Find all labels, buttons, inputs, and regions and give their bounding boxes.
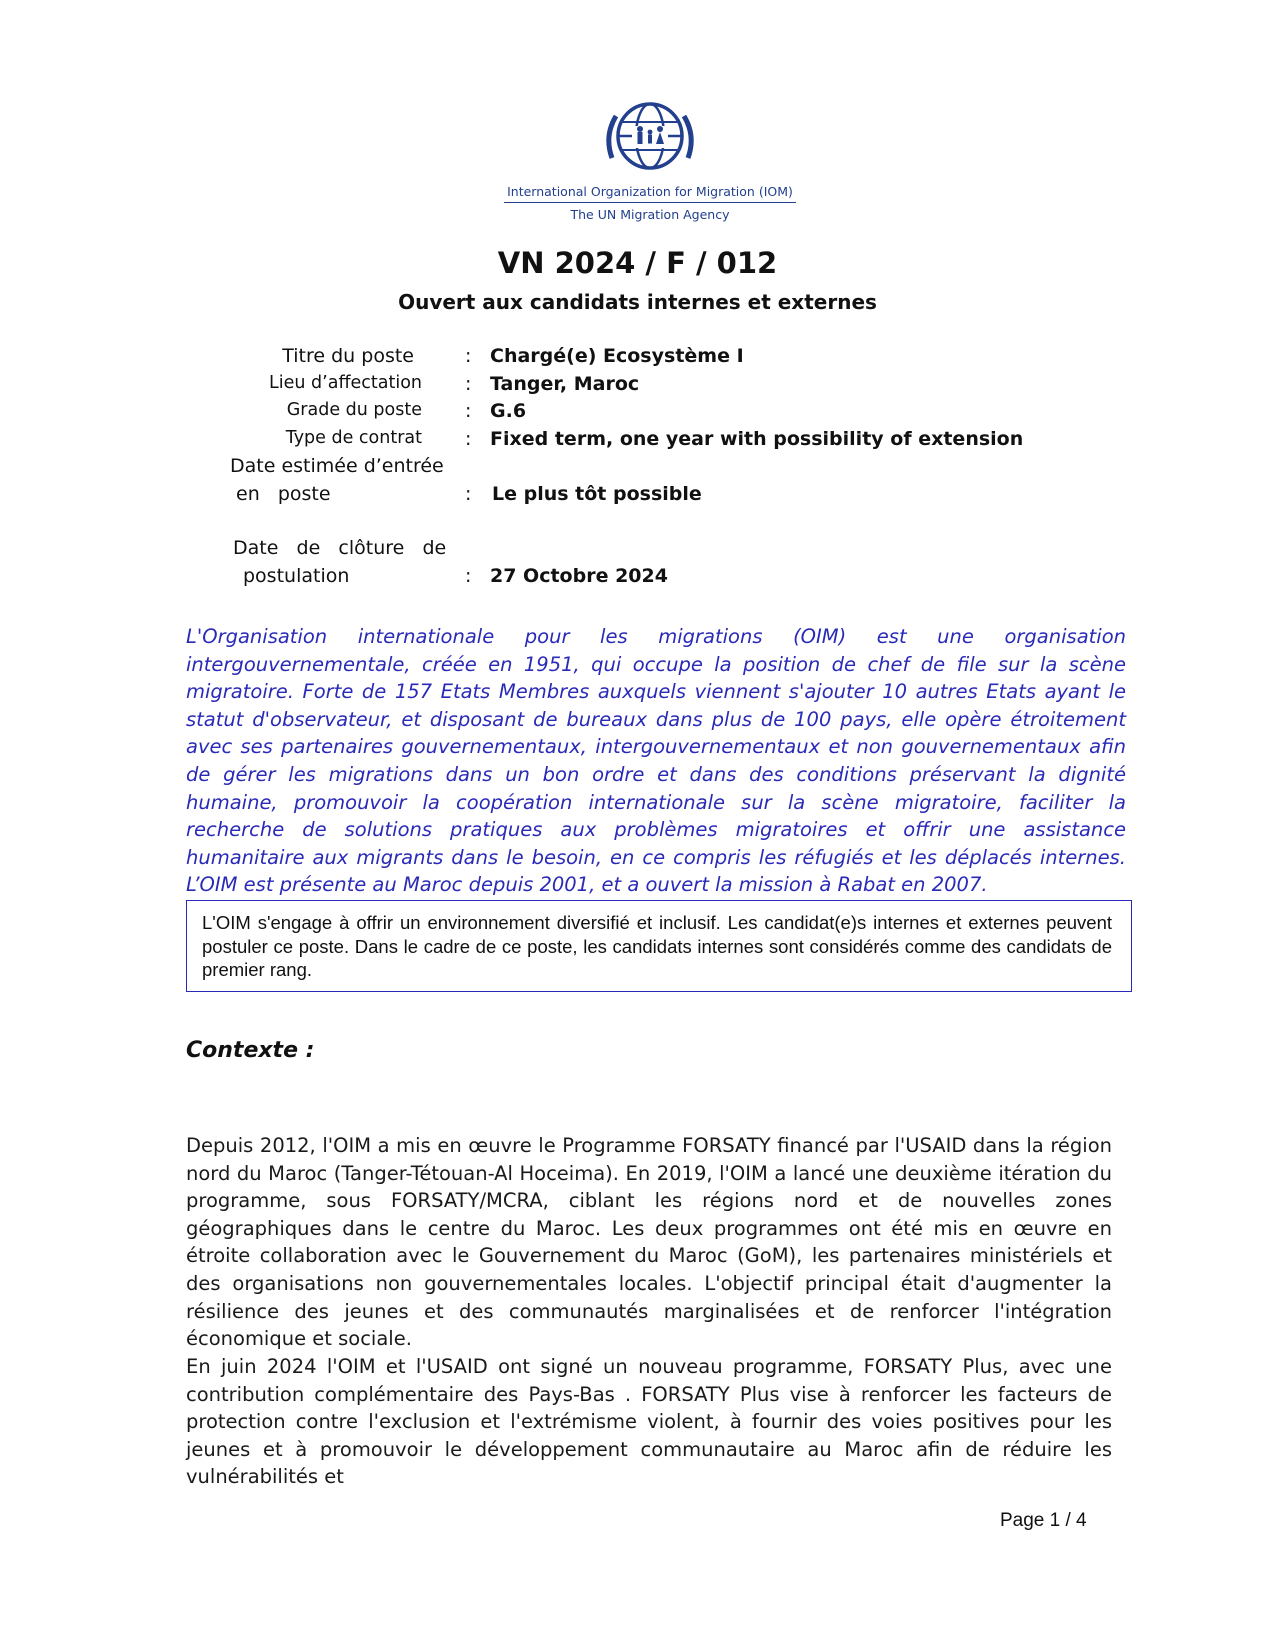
info-colon: : <box>465 483 472 505</box>
logo-org-name: International Organization for Migration (IOM) <box>507 184 793 199</box>
info-label-start-date-line1: Date estimée d’entrée <box>230 455 444 477</box>
vacancy-reference: VN 2024 / F / 012 <box>497 246 778 280</box>
info-label-location: Lieu d’affectation <box>269 373 422 393</box>
diversity-notice-box <box>186 900 1132 992</box>
info-colon: : <box>465 400 472 422</box>
logo-tagline: The UN Migration Agency <box>570 207 730 222</box>
logo-divider <box>504 202 796 203</box>
intro-paragraph: L'Organisation internationale pour les migrations (OIM) est une organisation intergouvernementale, créée en 1951, qui occupe la position de chef de file sur la scène migratoire. Forte de 157 Etats Membres auxquels viennent s'ajouter 10 autres Etats ayant le statut d'observateur, et disposant de bureaux dans plus de 100 pays, elle opère étroitement avec ses partenaires gouvernementaux, intergouvernementaux et non gouvernementaux afin de gérer les migrations dans un bon ordre et dans des conditions préservant la dignité humaine, promouvoir la coopération internationale sur la scène migratoire, faciliter la recherche de solutions pratiques aux problèmes migratoires et offrir une assistance humanitaire aux migrants dans le besoin, en ce compris les réfugiés et les déplacés internes. L’OIM est présente au Maroc depuis 2001, et a ouvert la mission à Rabat en 2007. <box>186 625 1126 897</box>
iom-logo <box>500 96 800 222</box>
info-label-closing-date-line2: postulation <box>243 565 350 587</box>
iom-emblem-icon <box>602 96 698 178</box>
info-colon: : <box>465 428 472 450</box>
info-colon: : <box>465 373 472 395</box>
info-label-title: Titre du poste <box>282 345 414 367</box>
info-value-grade: G.6 <box>490 400 527 422</box>
vacancy-subtitle: Ouvert aux candidats internes et externes <box>398 290 877 314</box>
section-heading-contexte: Contexte : <box>186 1038 315 1063</box>
info-label-closing-date-line1: Date de clôture de <box>233 537 447 559</box>
info-value-location: Tanger, Maroc <box>490 373 640 395</box>
info-value-closing-date: 27 Octobre 2024 <box>490 565 668 587</box>
context-paragraph-1: Depuis 2012, l'OIM a mis en œuvre le Programme FORSATY financé par l'USAID dans la région nord du Maroc (Tanger-Tétouan-Al Hoceima). En 2019, l'OIM a lancé une deuxième itération du programme, sous FORSATY/MCRA, ciblant les régions nord et de nouvelles zones géographiques dans le centre du Maroc. Les deux programmes ont été mis en œuvre en étroite collaboration avec le Gouvernement du Maroc (GoM), les partenaires ministériels et des organisations non gouvernementales locales. L'objectif principal était d'augmenter la résilience des jeunes et des communautés marginalisées et de renforcer l'intégration économique et sociale. <box>186 1134 1112 1351</box>
info-label-contract: Type de contrat <box>285 428 422 448</box>
info-label-grade: Grade du poste <box>286 400 422 420</box>
info-value-contract: Fixed term, one year with possibility of extension <box>490 428 1024 450</box>
info-value-start-date: Le plus tôt possible <box>492 483 702 505</box>
diversity-notice-text: L'OIM s'engage à offrir un environnement diversifié et inclusif. Les candidat(e)s internes et externes peuvent postuler ce poste. Dans le cadre de ce poste, les candidats internes sont considérés comme des candidats de premier rang. <box>202 912 1112 980</box>
info-value-title: Chargé(e) Ecosystème I <box>490 345 744 367</box>
page-number: Page 1 / 4 <box>1000 1510 1087 1531</box>
context-paragraph-2: En juin 2024 l'OIM et l'USAID ont signé un nouveau programme, FORSATY Plus, avec une contribution complémentaire des Pays-Bas . FORSATY Plus vise à renforcer les facteurs de protection contre l'exclusion et l'extrémisme violent, à fournir des voies positives pour les jeunes et à promouvoir le développement communautaire au Maroc afin de réduire les vulnérabilités et <box>186 1355 1112 1489</box>
info-colon: : <box>465 565 472 587</box>
info-label-start-date-line2: en poste <box>236 483 331 505</box>
info-colon: : <box>465 345 472 367</box>
